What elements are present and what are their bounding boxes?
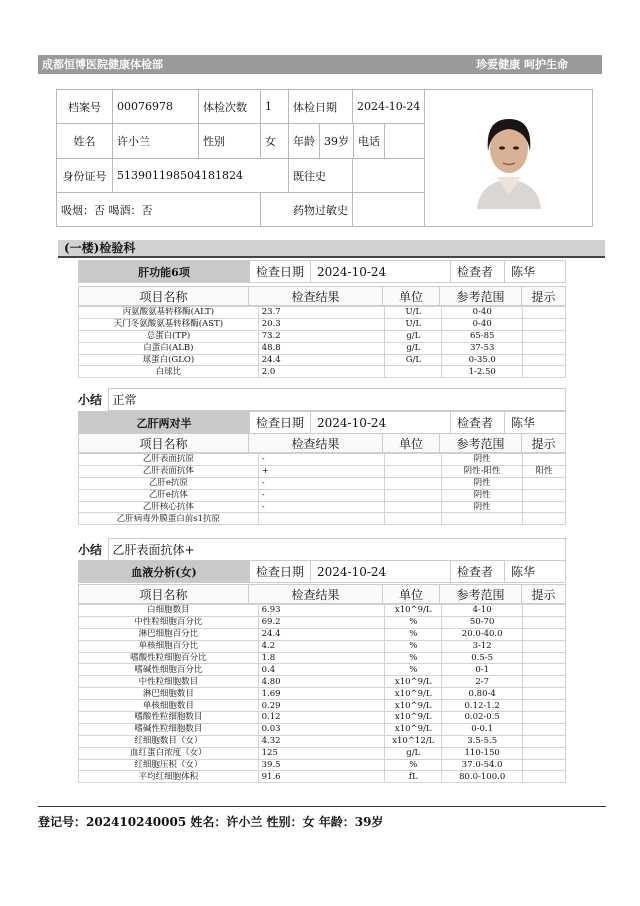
result-rows	[78, 453, 566, 525]
item-name: 单核细胞数目	[79, 700, 259, 712]
item-name: 球蛋白(GLO)	[79, 354, 259, 366]
item-range: 110-150	[442, 747, 523, 759]
date-label: 体检日期	[289, 90, 353, 124]
item-range: 65-85	[442, 330, 523, 342]
item-result: 48.8	[258, 342, 385, 354]
item-hint	[523, 771, 566, 783]
photo-cell	[425, 90, 593, 227]
item-unit: x10^9/L	[385, 676, 442, 688]
table-row	[79, 501, 566, 513]
col-item: 项目名称	[79, 585, 249, 604]
item-range: 阴性	[442, 454, 523, 466]
item-range: 阴性	[442, 501, 523, 513]
item-hint	[523, 759, 566, 771]
item-name: 乙肝e抗体	[79, 489, 259, 501]
item-name: 血红蛋白浓度（女）	[79, 747, 259, 759]
table-row	[79, 652, 566, 664]
age: 39岁	[320, 124, 354, 158]
item-range: 37.0-54.0	[442, 759, 523, 771]
item-hint	[523, 652, 566, 664]
item-unit	[385, 501, 442, 513]
item-hint	[523, 605, 566, 617]
phone	[385, 124, 425, 158]
table-row	[79, 628, 566, 640]
summary-label: 小结	[78, 543, 103, 557]
item-name: 白球比	[79, 366, 259, 378]
table-row	[79, 477, 566, 489]
item-unit: U/L	[385, 318, 442, 330]
item-unit	[385, 513, 442, 525]
item-hint	[523, 330, 566, 342]
sex-label: 性别	[199, 124, 261, 159]
exam-date: 2024-10-24	[353, 90, 425, 124]
item-result: -	[258, 477, 385, 489]
col-result: 检查结果	[249, 287, 383, 306]
item-result: 39.5	[258, 759, 385, 771]
item-range: 0-0.1	[442, 723, 523, 735]
item-name: 嗜酸性粒细胞百分比	[79, 652, 259, 664]
item-unit	[385, 489, 442, 501]
footer-line: 登记号：202410240005 姓名：许小兰 性别：女 年龄：39岁	[38, 806, 606, 830]
column-headers	[78, 584, 566, 604]
table-row	[79, 489, 566, 501]
item-unit: g/L	[385, 330, 442, 342]
col-unit: 单位	[383, 434, 440, 453]
item-range: 4-10	[442, 605, 523, 617]
table-row	[79, 318, 566, 330]
checker: 陈华	[505, 561, 566, 583]
item-name: 乙肝表面抗原	[79, 454, 259, 466]
item-hint	[523, 477, 566, 489]
item-unit: x10^9/L	[385, 605, 442, 617]
item-hint	[523, 513, 566, 525]
item-name: 红细胞数目（女）	[79, 735, 259, 747]
checker: 陈华	[505, 261, 566, 283]
item-unit: %	[385, 616, 442, 628]
item-unit: fL	[385, 771, 442, 783]
table-row	[79, 735, 566, 747]
table-row	[79, 616, 566, 628]
item-result: 4.80	[258, 676, 385, 688]
table-row	[79, 759, 566, 771]
checker: 陈华	[505, 412, 566, 434]
sex: 女	[261, 124, 289, 159]
table-row	[79, 513, 566, 525]
item-name: 淋巴细胞数目	[79, 688, 259, 700]
patient-name: 许小兰	[113, 124, 199, 159]
check-date-label: 检查日期	[250, 261, 311, 283]
item-range: 0.5-5	[442, 652, 523, 664]
item-hint	[523, 342, 566, 354]
item-range: 0-35.0	[442, 354, 523, 366]
item-hint	[523, 676, 566, 688]
item-hint	[523, 747, 566, 759]
history-label: 既往史	[289, 159, 353, 193]
item-name: 嗜酸性粒细胞数目	[79, 712, 259, 724]
item-range: 0.80-4	[442, 688, 523, 700]
item-result: -	[258, 501, 385, 513]
item-result: 6.93	[258, 605, 385, 617]
item-unit: U/L	[385, 307, 442, 319]
item-range	[442, 513, 523, 525]
item-range: 3-12	[442, 640, 523, 652]
table-row	[79, 688, 566, 700]
result-rows	[78, 604, 566, 783]
table-row	[79, 723, 566, 735]
item-result: +	[258, 465, 385, 477]
checker-label: 检查者	[451, 412, 505, 434]
item-name: 单核细胞百分比	[79, 640, 259, 652]
item-hint	[523, 354, 566, 366]
item-unit: x10^9/L	[385, 700, 442, 712]
table-row	[79, 605, 566, 617]
item-hint	[523, 489, 566, 501]
item-unit	[385, 454, 442, 466]
block-header	[78, 411, 566, 434]
item-hint	[523, 454, 566, 466]
hospital-name: 成都恒博医院健康体检部	[42, 58, 163, 71]
col-result: 检查结果	[249, 434, 383, 453]
habits: 吸烟：否 喝酒：否	[57, 193, 261, 227]
item-range: 阴性-阳性	[442, 465, 523, 477]
item-range: 0-1	[442, 664, 523, 676]
item-range: 0-40	[442, 307, 523, 319]
block-title: 血液分析(女)	[79, 561, 250, 583]
item-unit: %	[385, 759, 442, 771]
item-name: 乙肝e抗原	[79, 477, 259, 489]
slogan: 珍爱健康 呵护生命	[476, 58, 568, 71]
item-hint	[523, 723, 566, 735]
item-hint: 阳性	[523, 465, 566, 477]
item-name: 白细胞数目	[79, 605, 259, 617]
item-hint	[523, 688, 566, 700]
item-range: 20.0-40.0	[442, 628, 523, 640]
item-unit: x10^9/L	[385, 723, 442, 735]
check-date: 2024-10-24	[311, 412, 451, 434]
block-header	[78, 260, 566, 283]
item-result: -	[258, 454, 385, 466]
section-title: (一楼)检验科	[58, 240, 605, 258]
item-unit: %	[385, 664, 442, 676]
item-range: 0-40	[442, 318, 523, 330]
item-result: 0.03	[258, 723, 385, 735]
item-result: 4.2	[258, 640, 385, 652]
allergy-label: 药物过敏史	[261, 193, 353, 227]
item-hint	[523, 366, 566, 378]
item-name: 丙氨酸氨基转移酶(ALT)	[79, 307, 259, 319]
item-range: 0.02-0.5	[442, 712, 523, 724]
item-range: 50-70	[442, 616, 523, 628]
id-label: 身份证号	[57, 159, 113, 193]
summary-label: 小结	[78, 393, 103, 407]
check-date: 2024-10-24	[311, 561, 451, 583]
item-hint	[523, 712, 566, 724]
item-unit: x10^12/L	[385, 735, 442, 747]
age-phone-cell	[289, 124, 425, 159]
item-name: 乙肝表面抗体	[79, 465, 259, 477]
item-name: 中性粒细胞数目	[79, 676, 259, 688]
item-result: 2.0	[258, 366, 385, 378]
item-unit: G/L	[385, 354, 442, 366]
item-result: 1.69	[258, 688, 385, 700]
item-hint	[523, 318, 566, 330]
item-range: 阴性	[442, 477, 523, 489]
result-rows	[78, 306, 566, 378]
col-unit: 单位	[383, 287, 440, 306]
summary-row	[78, 388, 566, 411]
item-result: 23.7	[258, 307, 385, 319]
col-hint: 提示	[522, 434, 566, 453]
item-range: 2-7	[442, 676, 523, 688]
col-result: 检查结果	[249, 585, 383, 604]
item-unit: x10^9/L	[385, 688, 442, 700]
col-range: 参考范围	[440, 287, 522, 306]
item-hint	[523, 616, 566, 628]
item-result: 1.8	[258, 652, 385, 664]
item-name: 中性粒细胞百分比	[79, 616, 259, 628]
table-row	[79, 664, 566, 676]
item-hint	[523, 735, 566, 747]
history	[353, 159, 425, 193]
item-unit: g/L	[385, 342, 442, 354]
table-row	[79, 342, 566, 354]
age-label: 年龄	[289, 124, 320, 158]
table-row	[79, 465, 566, 477]
check-date: 2024-10-24	[311, 261, 451, 283]
item-range: 阴性	[442, 489, 523, 501]
patient-info-table	[56, 89, 593, 227]
page-header	[38, 55, 602, 74]
item-name: 总蛋白(TP)	[79, 330, 259, 342]
item-range: 3.5-5.5	[442, 735, 523, 747]
name-label: 姓名	[57, 124, 113, 159]
item-hint	[523, 628, 566, 640]
item-name: 红细胞压积（女）	[79, 759, 259, 771]
table-row	[79, 366, 566, 378]
patient-photo	[467, 105, 551, 209]
item-range: 80.0-100.0	[442, 771, 523, 783]
item-unit: %	[385, 628, 442, 640]
block-title: 乙肝两对半	[79, 412, 250, 434]
check-date-label: 检查日期	[250, 561, 311, 583]
col-range: 参考范围	[440, 434, 522, 453]
item-range: 37-53	[442, 342, 523, 354]
col-hint: 提示	[522, 287, 566, 306]
item-result: 73.2	[258, 330, 385, 342]
item-result: 125	[258, 747, 385, 759]
visits: 1	[261, 90, 289, 124]
item-name: 乙肝病毒外膜蛋白前s1抗原	[79, 513, 259, 525]
file-no: 00076978	[113, 90, 199, 124]
item-result: 0.4	[258, 664, 385, 676]
item-result: 0.12	[258, 712, 385, 724]
column-headers	[78, 286, 566, 306]
phone-label: 电话	[354, 124, 385, 158]
item-hint	[523, 307, 566, 319]
item-range: 1-2.50	[442, 366, 523, 378]
item-name: 乙肝核心抗体	[79, 501, 259, 513]
checker-label: 检查者	[451, 261, 505, 283]
table-row	[79, 700, 566, 712]
item-name: 白蛋白(ALB)	[79, 342, 259, 354]
id-number: 513901198504181824	[113, 159, 289, 193]
item-hint	[523, 640, 566, 652]
table-row	[79, 307, 566, 319]
item-result: 0.29	[258, 700, 385, 712]
item-result: 69.2	[258, 616, 385, 628]
check-date-label: 检查日期	[250, 412, 311, 434]
block-title: 肝功能6项	[79, 261, 250, 283]
summary-text: 正常	[108, 389, 566, 411]
table-row	[79, 712, 566, 724]
block-header	[78, 560, 566, 583]
item-unit: %	[385, 652, 442, 664]
column-headers	[78, 433, 566, 453]
item-name: 天门冬氨酸氨基转移酶(AST)	[79, 318, 259, 330]
item-result: 24.4	[258, 354, 385, 366]
item-hint	[523, 700, 566, 712]
col-item: 项目名称	[79, 287, 249, 306]
table-row	[79, 676, 566, 688]
allergy	[353, 193, 425, 227]
item-unit: g/L	[385, 747, 442, 759]
table-row	[79, 640, 566, 652]
summary-text: 乙肝表面抗体+	[108, 539, 566, 561]
col-range: 参考范围	[440, 585, 522, 604]
table-row	[79, 354, 566, 366]
item-name: 嗜碱性细胞百分比	[79, 664, 259, 676]
item-unit	[385, 477, 442, 489]
item-unit: x10^9/L	[385, 712, 442, 724]
item-name: 平均红细胞体积	[79, 771, 259, 783]
item-unit	[385, 465, 442, 477]
item-result: 24.4	[258, 628, 385, 640]
table-row	[79, 747, 566, 759]
col-hint: 提示	[522, 585, 566, 604]
table-row	[79, 330, 566, 342]
item-result: 20.3	[258, 318, 385, 330]
item-name: 嗜碱性粒细胞数目	[79, 723, 259, 735]
file-no-label: 档案号	[57, 90, 113, 124]
item-unit: %	[385, 640, 442, 652]
item-name: 淋巴细胞百分比	[79, 628, 259, 640]
visits-label: 体检次数	[199, 90, 261, 124]
item-result	[258, 513, 385, 525]
item-result: 91.6	[258, 771, 385, 783]
table-row	[79, 771, 566, 783]
col-unit: 单位	[383, 585, 440, 604]
item-unit	[385, 366, 442, 378]
checker-label: 检查者	[451, 561, 505, 583]
item-result: 4.32	[258, 735, 385, 747]
table-row	[79, 454, 566, 466]
item-result: -	[258, 489, 385, 501]
item-range: 0.12-1.2	[442, 700, 523, 712]
summary-row	[78, 538, 566, 561]
col-item: 项目名称	[79, 434, 249, 453]
item-hint	[523, 501, 566, 513]
item-hint	[523, 664, 566, 676]
